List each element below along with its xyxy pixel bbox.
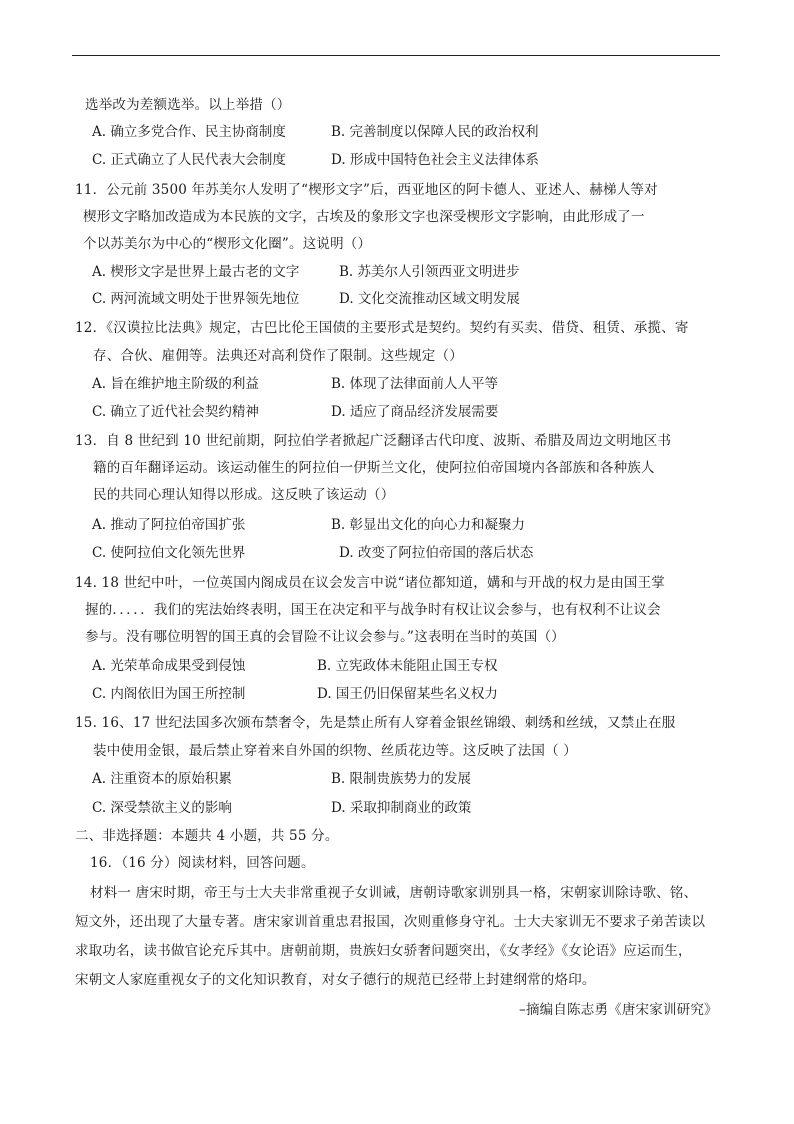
q12-option-a: A. 旨在维护地主阶级的利益	[92, 376, 259, 392]
section-2-heading: 二、非选择题：本题共 4 小题，共 55 分。	[75, 828, 339, 844]
question-14-line-1: 14. 18 世纪中叶，一位英国内阁成员在议会发言中说“诸位都知道，媾和与开战的权力是由国王掌	[75, 575, 666, 591]
q11-option-c: C. 两河流域文明处于世界领先地位	[92, 291, 300, 307]
q14-option-d: D. 国王仍旧保留某些名义权力	[317, 686, 498, 702]
question-11-line-2: 楔形文字略加改造成为本民族的文字，古埃及的象形文字也深受楔形文字影响，由此形成了一	[83, 209, 645, 225]
question-13-line-3: 民的共同心理认知得以形成。这反映了该运动（）	[93, 487, 395, 503]
q10-option-a: A. 确立多党合作、民主协商制度	[92, 124, 286, 140]
q11-option-a: A. 楔形文字是世界上最古老的文字	[92, 264, 300, 280]
q11-option-b: B. 苏美尔人引领西亚文明进步	[339, 264, 520, 280]
q12-option-b: B. 体现了法律面前人人平等	[331, 376, 499, 392]
header-rule	[72, 55, 720, 56]
q10-option-c: C. 正式确立了人民代表大会制度	[92, 152, 286, 168]
q14-option-a: A. 光荣革命成果受到侵蚀	[92, 658, 246, 674]
question-11-line-1: 11．公元前 3500 年苏美尔人发明了“楔形文字”后，西亚地区的阿卡德人、亚述人、赫梯人等对	[75, 182, 658, 198]
question-15-line-1: 15. 16、17 世纪法国多次颁布禁奢令，先是禁止所有人穿着金银丝锦缎、刺绣和丝绒，又禁止在服	[75, 715, 676, 731]
q15-option-b: B. 限制贵族势力的发展	[331, 771, 472, 787]
question-12-line-1: 12．《汉谟拉比法典》规定，古巴比伦王国债的主要形式是契约。契约有买卖、借贷、租赁、承揽、寄	[75, 320, 689, 336]
material-source: –摘编自陈志勇《唐宋家训研究》	[519, 1002, 718, 1018]
q10-option-b: B. 完善制度以保障人民的政治权利	[331, 124, 539, 140]
q10-option-d: D. 形成中国特色社会主义法律体系	[331, 152, 539, 168]
q13-option-b: B. 彰显出文化的向心力和凝聚力	[331, 517, 526, 533]
q15-option-a: A. 注重资本的原始积累	[92, 771, 232, 787]
material-line-4: 宋朝文人家庭重视女子的文化知识教育，对女子德行的规范已经带上封建纲常的烙印。	[75, 972, 596, 988]
question-10-text: 选举改为差额选举。以上举措（）	[85, 97, 291, 113]
q14-option-b: B. 立宪政体未能阻止国王专权	[317, 658, 498, 674]
question-11-line-3: 个以苏美尔为中心的“楔形文化圈”。这说明（）	[83, 236, 372, 252]
q12-option-c: C. 确立了近代社会契约精神	[92, 404, 259, 420]
q14-option-c: C. 内阁依旧为国王所控制	[92, 686, 246, 702]
material-line-2: 短文外，还出现了大量专著。唐宋家训首重忠君报国，次则重修身守礼。士大夫家训无不要求子弟苦读以	[75, 914, 706, 930]
q13-option-d: D. 改变了阿拉伯帝国的落后状态	[339, 545, 534, 561]
q12-option-d: D. 适应了商品经济发展需要	[331, 404, 499, 420]
material-line-3: 求取功名，读书做官论充斥其中。唐朝前期，贵族妇女骄奢问题突出，《女孝经》《女论语》应运而生，	[75, 943, 692, 959]
question-13-line-2: 籍的百年翻译运动。该运动催生的阿拉伯一伊斯兰文化，使阿拉伯帝国境内各部族和各种族人	[93, 460, 655, 476]
question-12-line-2: 存、合伙、雇佣等。法典还对高利贷作了限制。这些规定（）	[93, 348, 463, 364]
question-16-title: 16．（16 分）阅读材料，回答问题。	[90, 855, 315, 871]
q11-option-d: D. 文化交流推动区域文明发展	[339, 291, 520, 307]
question-14-line-2: 握的．．．．．我们的宪法始终表明，国王在决定和平与战争时有权让议会参与，也有权利不让议会	[85, 602, 661, 618]
q15-option-c: C. 深受禁欲主义的影响	[92, 800, 232, 816]
q13-option-c: C. 使阿拉伯文化领先世界	[92, 545, 246, 561]
question-14-line-3: 参与。没有哪位明智的国王真的会冒险不让议会参与。”这表明在当时的英国（）	[85, 629, 565, 645]
q15-option-d: D. 采取抑制商业的政策	[331, 800, 472, 816]
question-15-line-2: 装中使用金银，最后禁止穿着来自外国的织物、丝质花边等。这反映了法国（ ）	[93, 743, 577, 759]
question-13-line-1: 13．自 8 世纪到 10 世纪前期，阿拉伯学者掀起广泛翻译古代印度、波斯、希腊及周边文明地区书	[75, 433, 672, 449]
material-line-1: 材料一 唐宋时期，帝王与士大夫非常重视子女训诫，唐朝诗歌家训别具一格，宋朝家训除诗歌、铭、	[90, 885, 698, 901]
q13-option-a: A. 推动了阿拉伯帝国扩张	[92, 517, 246, 533]
